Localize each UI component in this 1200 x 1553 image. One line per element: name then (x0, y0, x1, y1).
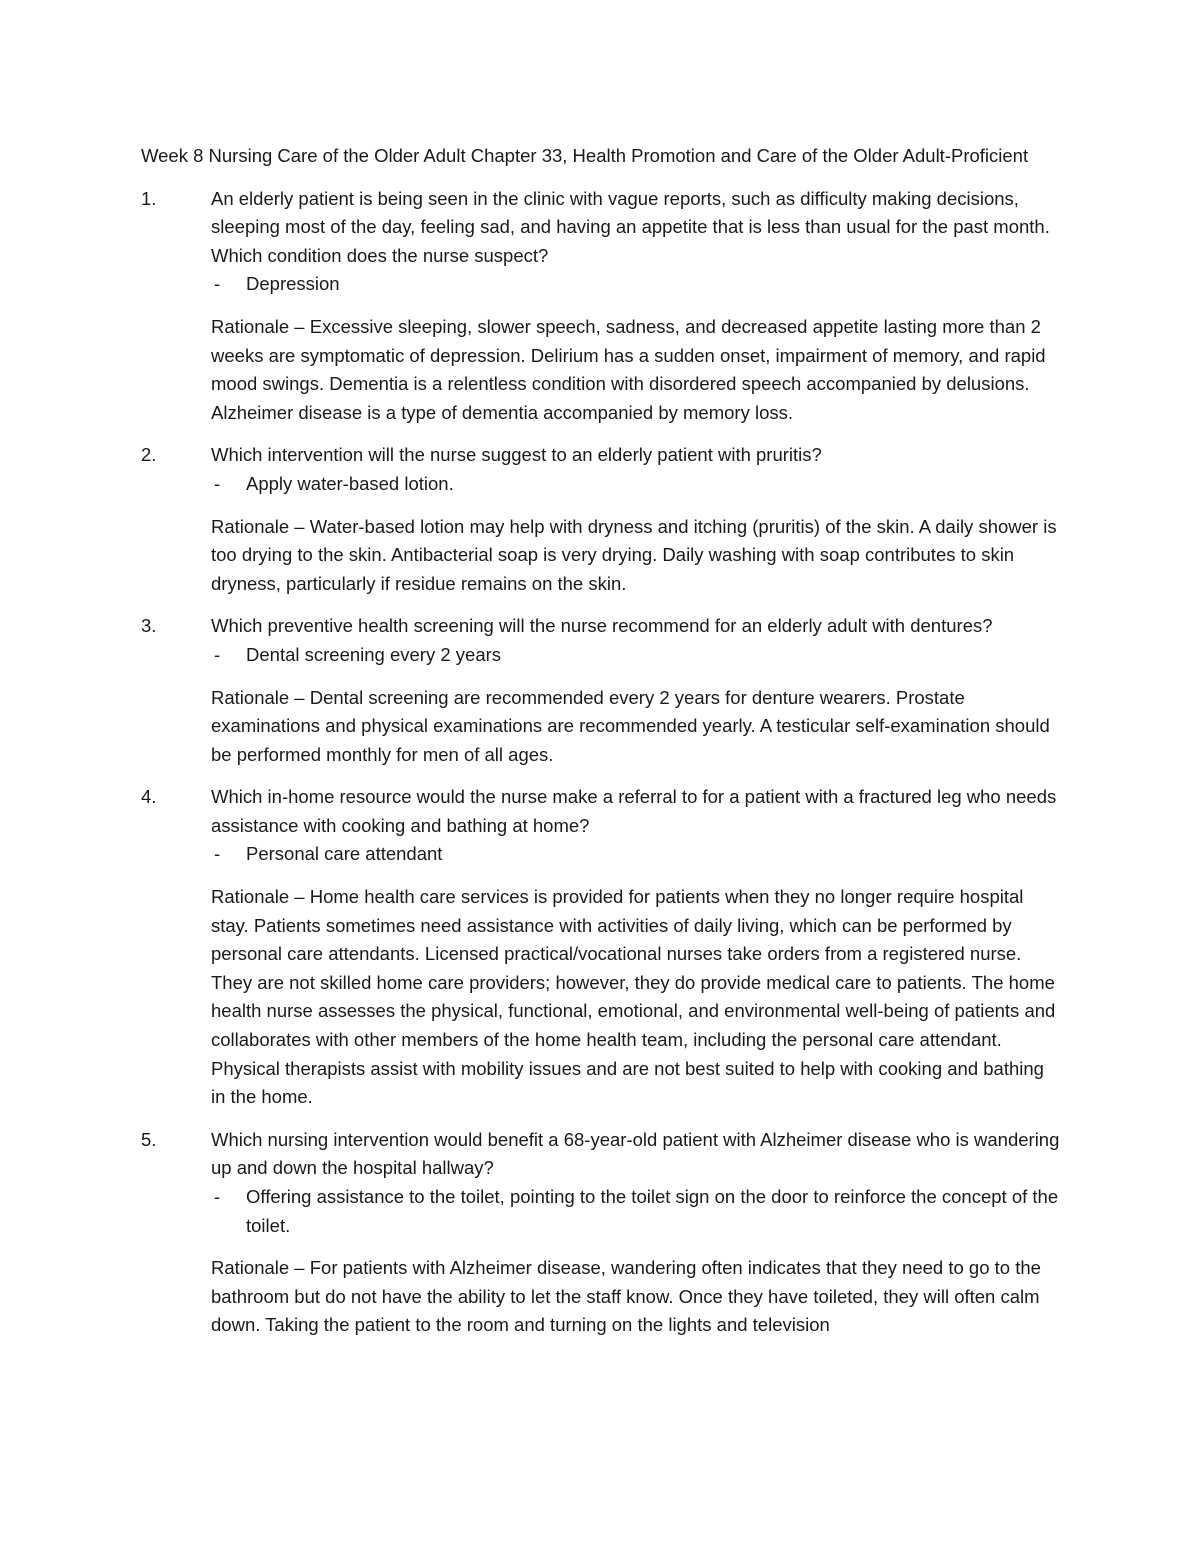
question-item (141, 612, 1061, 769)
rationale-text: Rationale – Home health care services is provided for patients when they no longer require hospital stay. Patients sometimes need assistance with activities of daily living, which can be performed by personal care attendants. Licensed practical/vocational nurses take orders from a registered nurse. They are not skilled home care providers; however, they do provide medical care to patients. The home health nurse assesses the physical, functional, emotional, and environmental well-being of patients and collaborates with other members of the home health team, including the personal care attendant. Physical therapists assist with mobility issues and are not best suited to help with cooking and bathing in the home. (211, 886, 1056, 1108)
question-number: 3. (141, 615, 157, 637)
answer-marker: - (214, 843, 221, 865)
question-item (141, 185, 1061, 428)
document-title: Week 8 Nursing Care of the Older Adult Chapter 33, Health Promotion and Care of the Older Adult-Proficient (141, 145, 1029, 166)
answer-marker: - (214, 643, 221, 665)
answer-text: Apply water-based lotion. (246, 472, 454, 494)
answer-marker: - (214, 1186, 221, 1207)
rationale-text: Rationale – For patients with Alzheimer disease, wandering often indicates that they need to go to the bathroom but do not have the ability to let the staff know. Once they have toileted, they will often calm down. Taking the patient to the room and turning on the lights and television (211, 1257, 1041, 1336)
rationale-text: Rationale – Excessive sleeping, slower speech, sadness, and decreased appetite lasting more than 2 weeks are symptomatic of depression. Delirium has a sudden onset, impairment of memory, and rapid mood swings. Dementia is a relentless condition with disordered speech accompanied by delusions. Alzheimer disease is a type of dementia accompanied by memory loss. (211, 315, 1046, 423)
answer-line (211, 1183, 1061, 1240)
answer-text: Personal care attendant (246, 843, 443, 865)
answer-line (211, 840, 1061, 869)
answer-text: Dental screening every 2 years (246, 643, 502, 665)
question-text: An elderly patient is being seen in the clinic with vague reports, such as difficulty making decisions, sleeping most of the day, feeling sad, and having an appetite that is less than usual for the past month. Which condition does the nurse suspect? (211, 187, 1050, 266)
answer-line (211, 470, 1061, 499)
question-item (141, 1126, 1061, 1340)
question-item (141, 783, 1061, 1112)
document-body (141, 142, 1061, 1354)
answer-line (211, 270, 1061, 299)
answer-marker: - (214, 472, 221, 494)
question-number: 5. (141, 1128, 157, 1150)
question-text: Which in-home resource would the nurse make a referral to for a patient with a fractured leg who needs assistance with cooking and bathing at home? (211, 786, 1057, 836)
question-text: Which intervention will the nurse suggest to an elderly patient with pruritis? (211, 444, 822, 466)
rationale-text: Rationale – Dental screening are recommended every 2 years for denture wearers. Prostate examinations and physical examinations are recommended yearly. A testicular self-examination should be performed monthly for men of all ages. (211, 686, 1050, 765)
question-number: 1. (141, 187, 157, 209)
answer-text: Depression (246, 273, 340, 295)
question-text: Which preventive health screening will the nurse recommend for an elderly adult with dentures? (211, 615, 993, 637)
rationale-text: Rationale – Water-based lotion may help with dryness and itching (pruritis) of the skin. A daily shower is too drying to the skin. Antibacterial soap is very drying. Daily washing with soap contributes to skin dryness, particularly if residue remains on the skin. (211, 515, 1057, 594)
question-text: Which nursing intervention would benefit a 68-year-old patient with Alzheimer disease who is wandering up and down the hospital hallway? (211, 1128, 1060, 1179)
answer-marker: - (214, 273, 221, 295)
answer-text: Offering assistance to the toilet, pointing to the toilet sign on the door to reinforce the concept of the toilet. (246, 1186, 1059, 1236)
question-number: 2. (141, 444, 157, 466)
answer-line (211, 641, 1061, 670)
question-item (141, 441, 1061, 598)
question-number: 4. (141, 786, 157, 808)
